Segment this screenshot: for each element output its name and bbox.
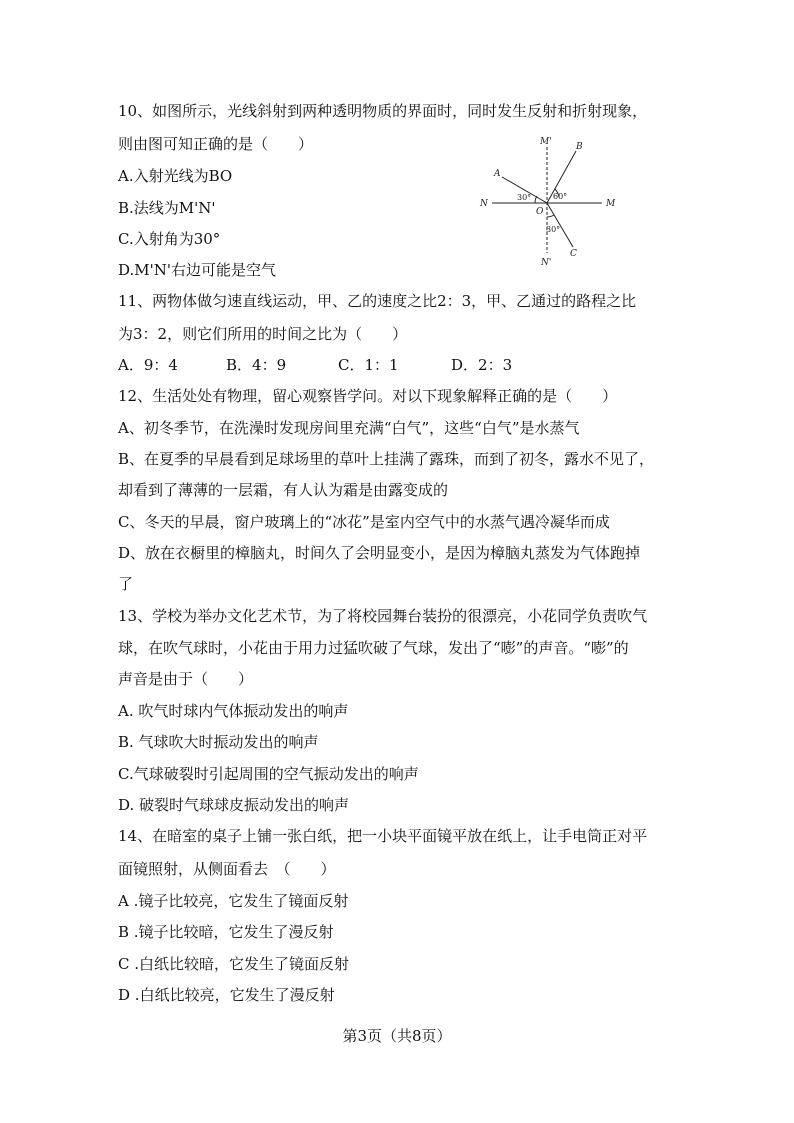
q11-option-b: B．4：9 [226, 356, 287, 374]
q10-option-d: D.M'N'右边可能是空气 [118, 261, 276, 279]
label-b: B [576, 142, 583, 152]
q13-stem-line2: 球，在吹气球时，小花由于用力过猛吹破了气球，发出了“嘭”的声音。“嘭”的 [118, 639, 629, 657]
q13-option-b: B. 气球吹大时振动发出的响声 [118, 733, 319, 751]
q13-stem-line3: 声音是由于（ ） [118, 670, 254, 688]
page-footer: 第3页（共8页） [342, 1027, 452, 1045]
q12-option-b-line2: 却看到了薄薄的一层霜，有人认为霜是由露变成的 [118, 481, 449, 499]
q13-option-a: A. 吹气时球内气体振动发出的响声 [118, 702, 349, 720]
q10-refraction-figure [470, 135, 630, 270]
q10-option-c: C.入射角为30° [118, 230, 221, 248]
q11-stem-line1: 11、两物体做匀速直线运动，甲、乙的速度之比2：3，甲、乙通过的路程之比 [118, 292, 637, 310]
q10-option-a: A.入射光线为BO [118, 167, 233, 185]
angle-arc-ao [535, 196, 537, 203]
q14-stem-line1: 14、在暗室的桌子上铺一张白纸，把一小块平面镜平放在纸上，让手电筒正对平 [118, 827, 648, 845]
label-n-prime: N' [541, 258, 552, 268]
q11-stem-line2: 为3：2，则它们所用的时间之比为（ ） [118, 325, 408, 343]
q12-option-a: A、初冬季节，在洗澡时发现房间里充满“白气”，这些“白气”是水蒸气 [118, 419, 580, 437]
q11-option-c: C．1：1 [338, 356, 399, 374]
q14-option-c: C .白纸比较暗，它发生了镜面反射 [118, 955, 350, 973]
q11-options-row [118, 355, 512, 375]
label-m: M [606, 199, 616, 209]
label-n: N [480, 199, 488, 209]
q11-option-a: A．9：4 [118, 356, 178, 374]
q13-stem-line1: 13、学校为举办文化艺术节，为了将校园舞台装扮的很漂亮，小花同学负责吹气 [118, 607, 648, 625]
q12-option-c: C、冬天的早晨，窗户玻璃上的“冰花”是室内空气中的水蒸气遇冷凝华而成 [118, 513, 610, 531]
q12-option-d-line1: D、放在衣橱里的樟脑丸，时间久了会明显变小，是因为樟脑丸蒸发为气体跑掉 [118, 544, 641, 562]
q14-stem-line2: 面镜照射，从侧面看去 （ ） [118, 860, 336, 878]
q12-option-d-line2: 了 [118, 575, 134, 593]
q14-option-a: A .镜子比较亮，它发生了镜面反射 [118, 892, 349, 910]
q10-stem-line2: 则由图可知正确的是（ ） [118, 135, 314, 153]
label-m-prime: M' [540, 137, 552, 147]
q10-stem-line1: 10、如图所示，光线斜射到两种透明物质的界面时，同时发生反射和折射现象， [118, 102, 648, 120]
angle-label-ao: 30° [517, 193, 532, 202]
q13-option-c: C.气球破裂时引起周围的空气振动发出的响声 [118, 765, 419, 783]
q11-option-d: D．2：3 [451, 356, 513, 374]
label-c: C [570, 249, 577, 259]
q10-option-b: B.法线为M'N' [118, 199, 216, 217]
angle-arc-oc [547, 215, 554, 217]
q14-option-b: B .镜子比较暗，它发生了漫反射 [118, 923, 334, 941]
angle-label-ob: 60° [553, 192, 568, 201]
label-o: O [536, 207, 544, 217]
q14-option-d: D .白纸比较亮，它发生了漫反射 [118, 986, 335, 1004]
q12-option-b-line1: B、在夏季的早晨看到足球场里的草叶上挂满了露珠，而到了初冬，露水不见了， [118, 450, 655, 468]
label-a: A [494, 169, 501, 179]
q12-stem: 12、生活处处有物理，留心观察皆学问。对以下现象解释正确的是（ ） [118, 387, 618, 405]
angle-label-oc: 30° [546, 225, 561, 234]
q13-option-d: D. 破裂时气球球皮振动发出的响声 [118, 796, 350, 814]
